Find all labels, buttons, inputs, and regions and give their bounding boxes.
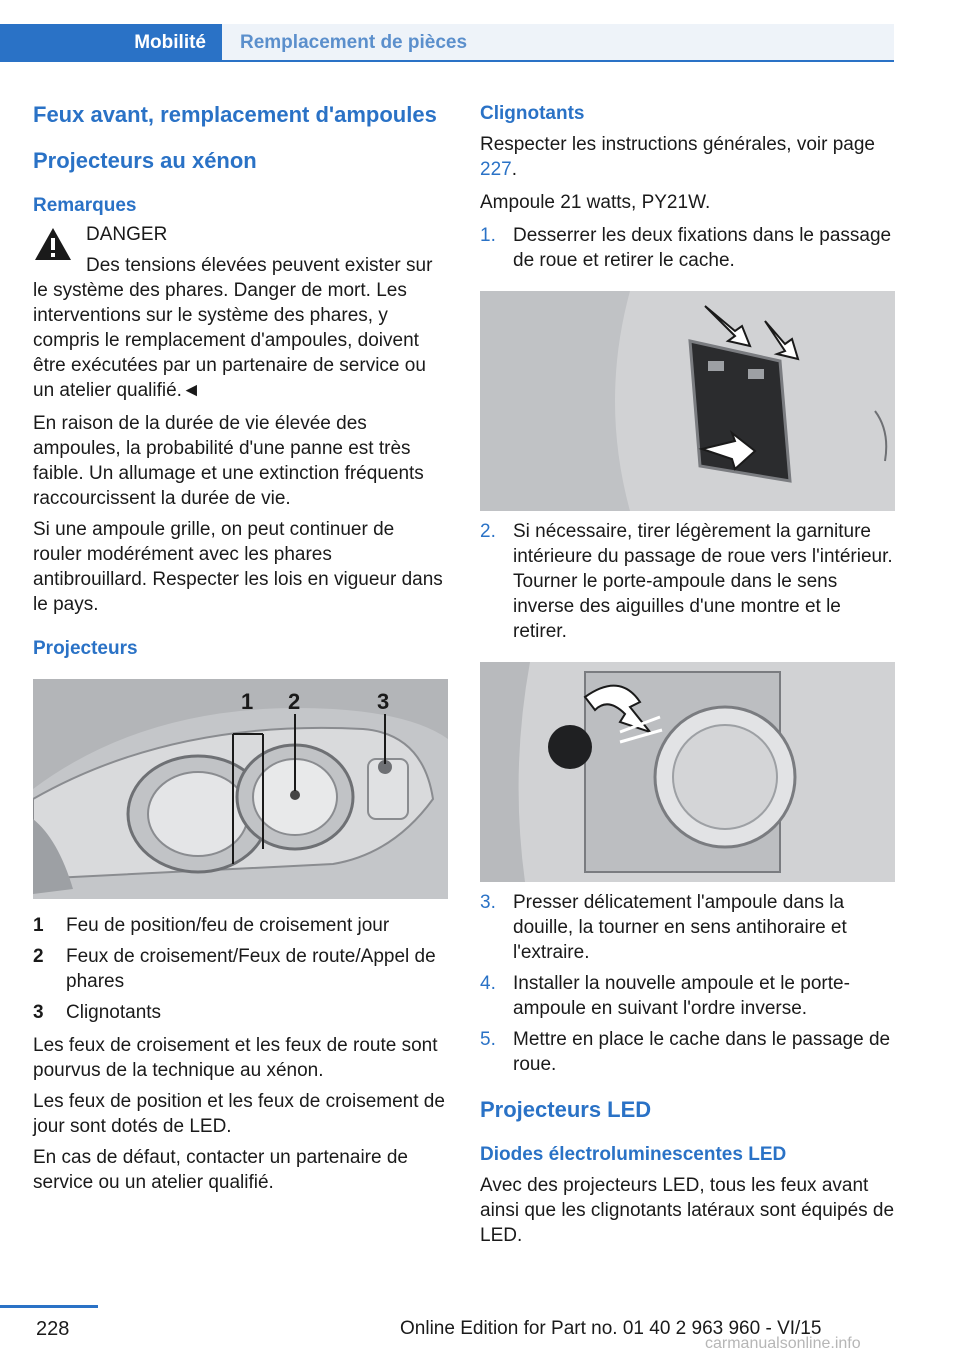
led-paragraph: Avec des projecteurs LED, tous les feux avant ainsi que les clignotants latéraux sont équipés de LED. (480, 1175, 895, 1246)
xenon-heading: Projecteurs au xénon (33, 148, 257, 173)
danger-label: DANGER (86, 224, 168, 245)
section-tab[interactable]: Remplacement de pièces (222, 24, 894, 62)
figure-legend (33, 913, 448, 1025)
page-title: Feux avant, remplacement d'ampoules (33, 102, 437, 127)
turn-signals-heading: Clignotants (480, 103, 585, 124)
chapter-tab[interactable]: Mobilité (0, 24, 222, 62)
steps-list (480, 519, 895, 644)
legend-item: 3 Clignotants (33, 1002, 162, 1023)
page-reference-link[interactable]: 227 (480, 159, 512, 180)
paragraph-bulb-failure: Si une ampoule grille, on peut continuer de rouler modérément avec les phares antibrouillard. Respecter les lois en vigueur dans le pays. (33, 519, 443, 615)
callout-3: 3 (377, 689, 390, 714)
left-column (33, 100, 448, 1195)
led-subheading: Diodes électroluminescentes LED (480, 1144, 787, 1165)
step-item: 1. Desserrer les deux fixations dans le passage de roue et retirer le cache. (480, 225, 892, 271)
watermark: carmanualsonline.info (705, 1335, 861, 1352)
danger-text-first-line: Des tensions élevées peuvent exister sur (86, 255, 433, 276)
callout-1: 1 (241, 689, 254, 714)
callout-2: 2 (288, 689, 301, 714)
header-rule (222, 60, 894, 62)
steps-list (480, 890, 895, 1077)
projectors-heading: Projecteurs (33, 638, 138, 659)
remarks-heading: Remarques (33, 195, 137, 216)
step-item: 5. Mettre en place le cache dans le passage de roue. (480, 1029, 891, 1075)
led-heading: Projecteurs LED (480, 1097, 652, 1122)
step-item: 3. Presser délicatement l'ampoule dans la douille, la tourner en sens antihoraire et l'extraire. (480, 892, 847, 963)
headlight-figure (33, 679, 448, 899)
paragraph-lifespan: En raison de la durée de vie élevée des ampoules, la probabilité d'une panne est très faible. Un allumage et une extinction fréquents raccourcissent la durée de vie. (33, 413, 424, 509)
page-number: 228 (36, 1318, 70, 1340)
bulb-spec: Ampoule 21 watts, PY21W. (480, 192, 711, 213)
paragraph-defect: En cas de défaut, contacter un partenaire de service ou un atelier qualifié. (33, 1147, 408, 1193)
bulb-holder-figure (480, 662, 895, 882)
footer-rule (0, 1305, 98, 1308)
warning-triangle-icon (33, 226, 73, 262)
legend-item: 1 Feu de position/feu de croisement jour (33, 915, 390, 936)
danger-text: le système des phares. Danger de mort. Les interventions sur le système des phares, y compris le remplacement d'ampoules, doivent être exécutées par un partenaire de service ou un atelier qualifié.◄ (33, 280, 426, 401)
step-item: 2. Si nécessaire, tirer légèrement la garniture intérieure du passage de roue vers l'intérieur. Tourner le porte-ampoule dans le sens inverse des aiguilles d'une montre et le retirer. (480, 521, 893, 642)
edition-line: Online Edition for Part no. 01 40 2 963 960 - VI/15 (400, 1318, 822, 1339)
steps-list (480, 223, 895, 273)
paragraph-led: Les feux de position et les feux de croisement de jour sont dotés de LED. (33, 1091, 445, 1137)
right-column (480, 100, 895, 1248)
paragraph-xenon: Les feux de croisement et les feux de route sont pourvus de la technique au xénon. (33, 1035, 438, 1081)
danger-notice (33, 222, 448, 403)
wheel-arch-cover-figure (480, 291, 895, 511)
legend-item: 2 Feux de croisement/Feux de route/Appel de phares (33, 946, 436, 992)
instructions-paragraph: Respecter les instructions générales, voir page 227. (480, 134, 875, 180)
step-item: 4. Installer la nouvelle ampoule et le porte-ampoule en suivant l'ordre inverse. (480, 973, 850, 1019)
